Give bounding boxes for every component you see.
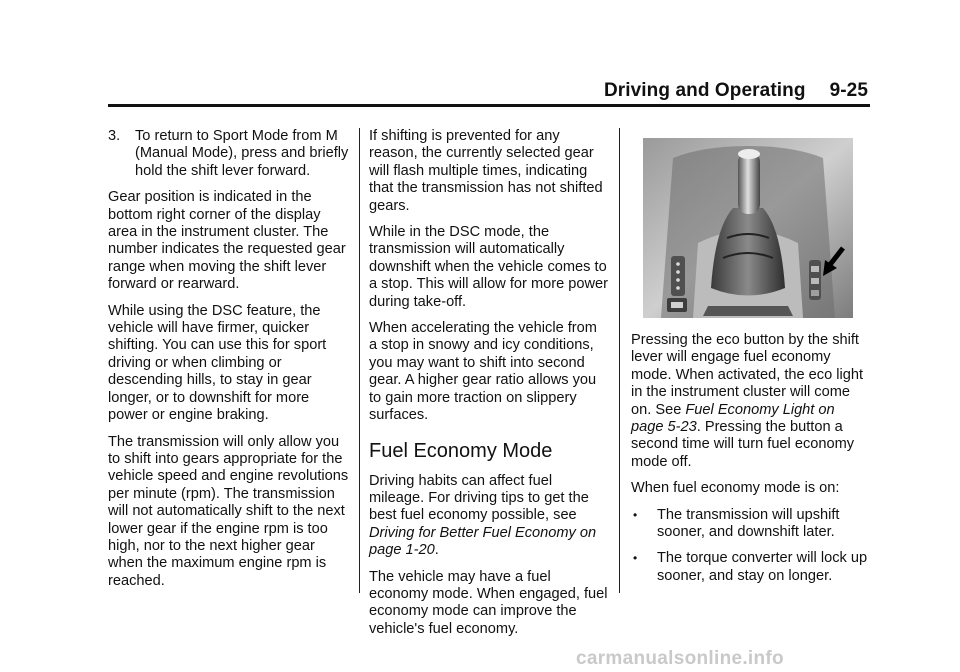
text-segment: Driving habits can affect fuel mileage. For driving tips to get the best fuel economy possible, see [369, 472, 589, 524]
paragraph-gear-position: Gear position is indicated in the bottom right corner of the display area in the instrument cluster. The number indicates the requested gear range when moving the shift lever forward or rearward. [108, 189, 346, 293]
list-item [631, 507, 871, 542]
text-segment: Pressing the eco button by the shift lever will engage fuel economy mode. When activated, the eco light in the instrument cluster will come on. See [631, 332, 864, 418]
bullet-icon: • [633, 507, 638, 522]
paragraph-transmission-limits: The transmission will only allow you to shift into gears appropriate for the vehicle speed and engine revolutions per minute (rpm). The transmission will not automatically shift to the next lower gear if the engine rpm is too high, nor to the next higher gear when the maximum engine rpm is reached. [108, 433, 349, 589]
paragraph-shift-prevented: If shifting is prevented for any reason, the currently selected gear will flash multiple times, indicating that the transmission has not shifted gears. [369, 128, 603, 214]
paragraph-when-on: When fuel economy mode is on: [631, 480, 840, 497]
bullet-icon: • [633, 551, 638, 566]
paragraph-fuel-economy-mode: The vehicle may have a fuel economy mode. When engaged, fuel economy mode can improve the vehicle's fuel economy. [369, 568, 608, 637]
page-number: 9-25 [829, 80, 868, 101]
header-rule [108, 104, 870, 107]
text-segment: . [434, 542, 439, 559]
page-header-title [604, 80, 868, 102]
paragraph-dsc-downshift: While in the DSC mode, the transmission will automatically downshift when the vehicle comes to a stop. This will allow for more power during take-off. [369, 224, 608, 310]
step-number: 3. [108, 128, 121, 144]
text-segment: . Pressing the button a second time will turn fuel economy mode off. [631, 419, 855, 470]
column-1 [108, 128, 352, 599]
paragraph-snowy-conditions: When accelerating the vehicle from a stop in snowy and icy conditions, you may want to shift into second gear. A higher gear ratio allows you to gain more traction on slippery surfaces. [369, 320, 597, 424]
column-divider-2 [619, 128, 620, 593]
paragraph-driving-habits [369, 473, 609, 560]
cross-reference-link[interactable]: Fuel Economy Light on page 5-23 [631, 401, 835, 436]
list-item-text: The torque converter will lock up sooner, and stay on longer. [657, 550, 868, 584]
bullet-list [631, 507, 871, 586]
watermark: carmanualsonline.info [576, 648, 784, 669]
list-item-text: The transmission will upshift sooner, and downshift later. [657, 506, 840, 541]
column-3 [631, 128, 871, 594]
column-divider-1 [359, 128, 360, 593]
list-item [631, 550, 871, 585]
cross-reference-link[interactable]: Driving for Better Fuel Economy on page 1-20 [369, 524, 597, 559]
section-heading: Fuel Economy Mode [369, 439, 553, 462]
shift-lever-photo [643, 138, 853, 318]
paragraph-eco-button [631, 332, 871, 471]
numbered-step-3 [108, 128, 352, 180]
column-2 [369, 128, 609, 647]
step-text: To return to Sport Mode from M (Manual Mode), press and briefly hold the shift lever forward. [135, 128, 349, 179]
page-header [108, 80, 868, 106]
paragraph-dsc-feature: While using the DSC feature, the vehicle will have firmer, quicker shifting. You can use this for sport driving or when climbing or descending hills, to stay in gear longer, or to downshift for more power or engine braking. [108, 302, 327, 424]
section-title: Driving and Operating [603, 80, 806, 101]
